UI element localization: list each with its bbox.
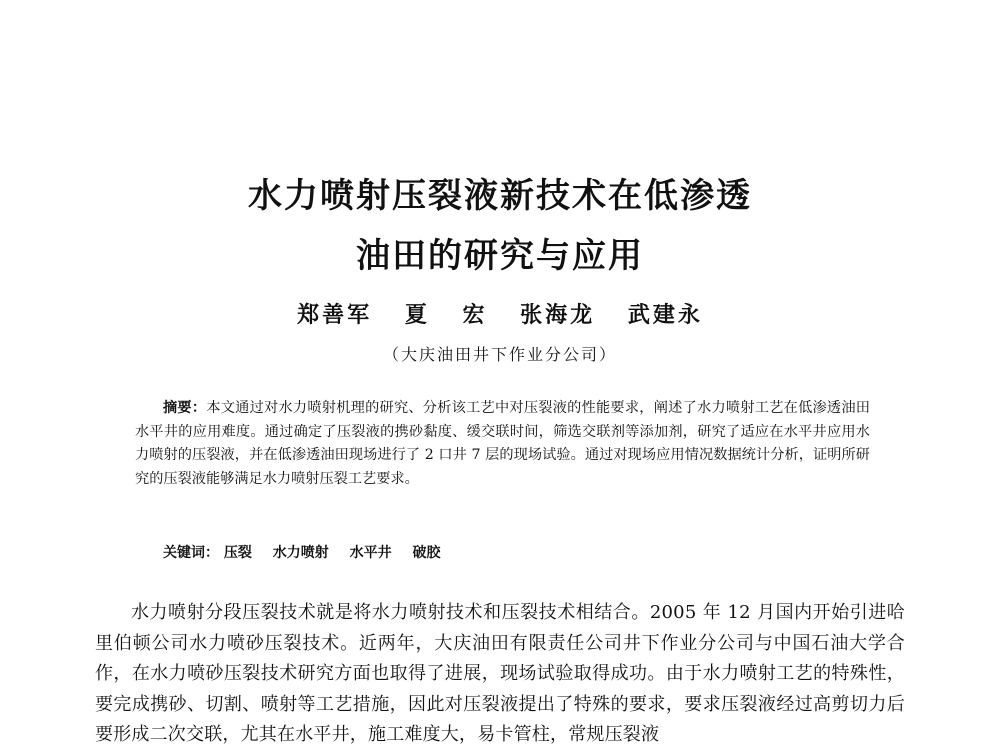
keyword: 水力喷射 <box>272 545 329 561</box>
body-paragraph: 水力喷射分段压裂技术就是将水力喷射技术和压裂技术相结合。2005 年 12 月国内开始引进哈里伯顿公司水力喷砂压裂技术。近两年，大庆油田有限责任公司井下作业分公司与中国石油大学合作，在水力喷砂压裂技术研究方面也取得了进展，现场试验取得成功。由于水力喷射工艺的特殊性，要完成携砂、切割、喷射等工艺措施，因此对压裂液提出了特殊的要求，要求压裂液经过高剪切力后要形成二次交联，尤其在水平井，施工难度大，易卡管柱，常规压裂液 <box>95 602 905 745</box>
affiliation: （大庆油田井下作业分公司） <box>382 345 617 364</box>
author-name: 张海龙 <box>520 302 596 328</box>
keywords-label: 关键词： <box>163 545 219 561</box>
author-name: 武建永 <box>627 302 703 328</box>
author-name: 郑善军 <box>297 302 373 328</box>
abstract-text: 本文通过对水力喷射机理的研究、分析该工艺中对压裂液的性能要求，阐述了水力喷射工艺在低渗透油田水平井的应用难度。通过确定了压裂液的携砂黏度、缓交联时间，筛选交联剂等添加剂，研究了适应在水平井应用水力喷射的压裂液，并在低渗透油田现场进行了 2 口井 7 层的现场试验。通过对现场应用情况数据统计分析，证明所研究的压裂液能够满足水力喷射压裂工艺要求。 <box>135 400 870 487</box>
keyword: 压裂 <box>223 545 252 561</box>
paper-title-line-2: 油田的研究与应用 <box>356 236 644 276</box>
author-list <box>0 298 1000 329</box>
keyword: 水平井 <box>349 545 392 561</box>
abstract <box>135 397 870 491</box>
keywords <box>163 542 863 562</box>
keyword: 破胶 <box>412 545 441 561</box>
abstract-label: 摘要： <box>163 400 207 416</box>
author-name: 夏 宏 <box>404 302 488 328</box>
paper-title-line-1: 水力喷射压裂液新技术在低渗透 <box>248 176 752 216</box>
